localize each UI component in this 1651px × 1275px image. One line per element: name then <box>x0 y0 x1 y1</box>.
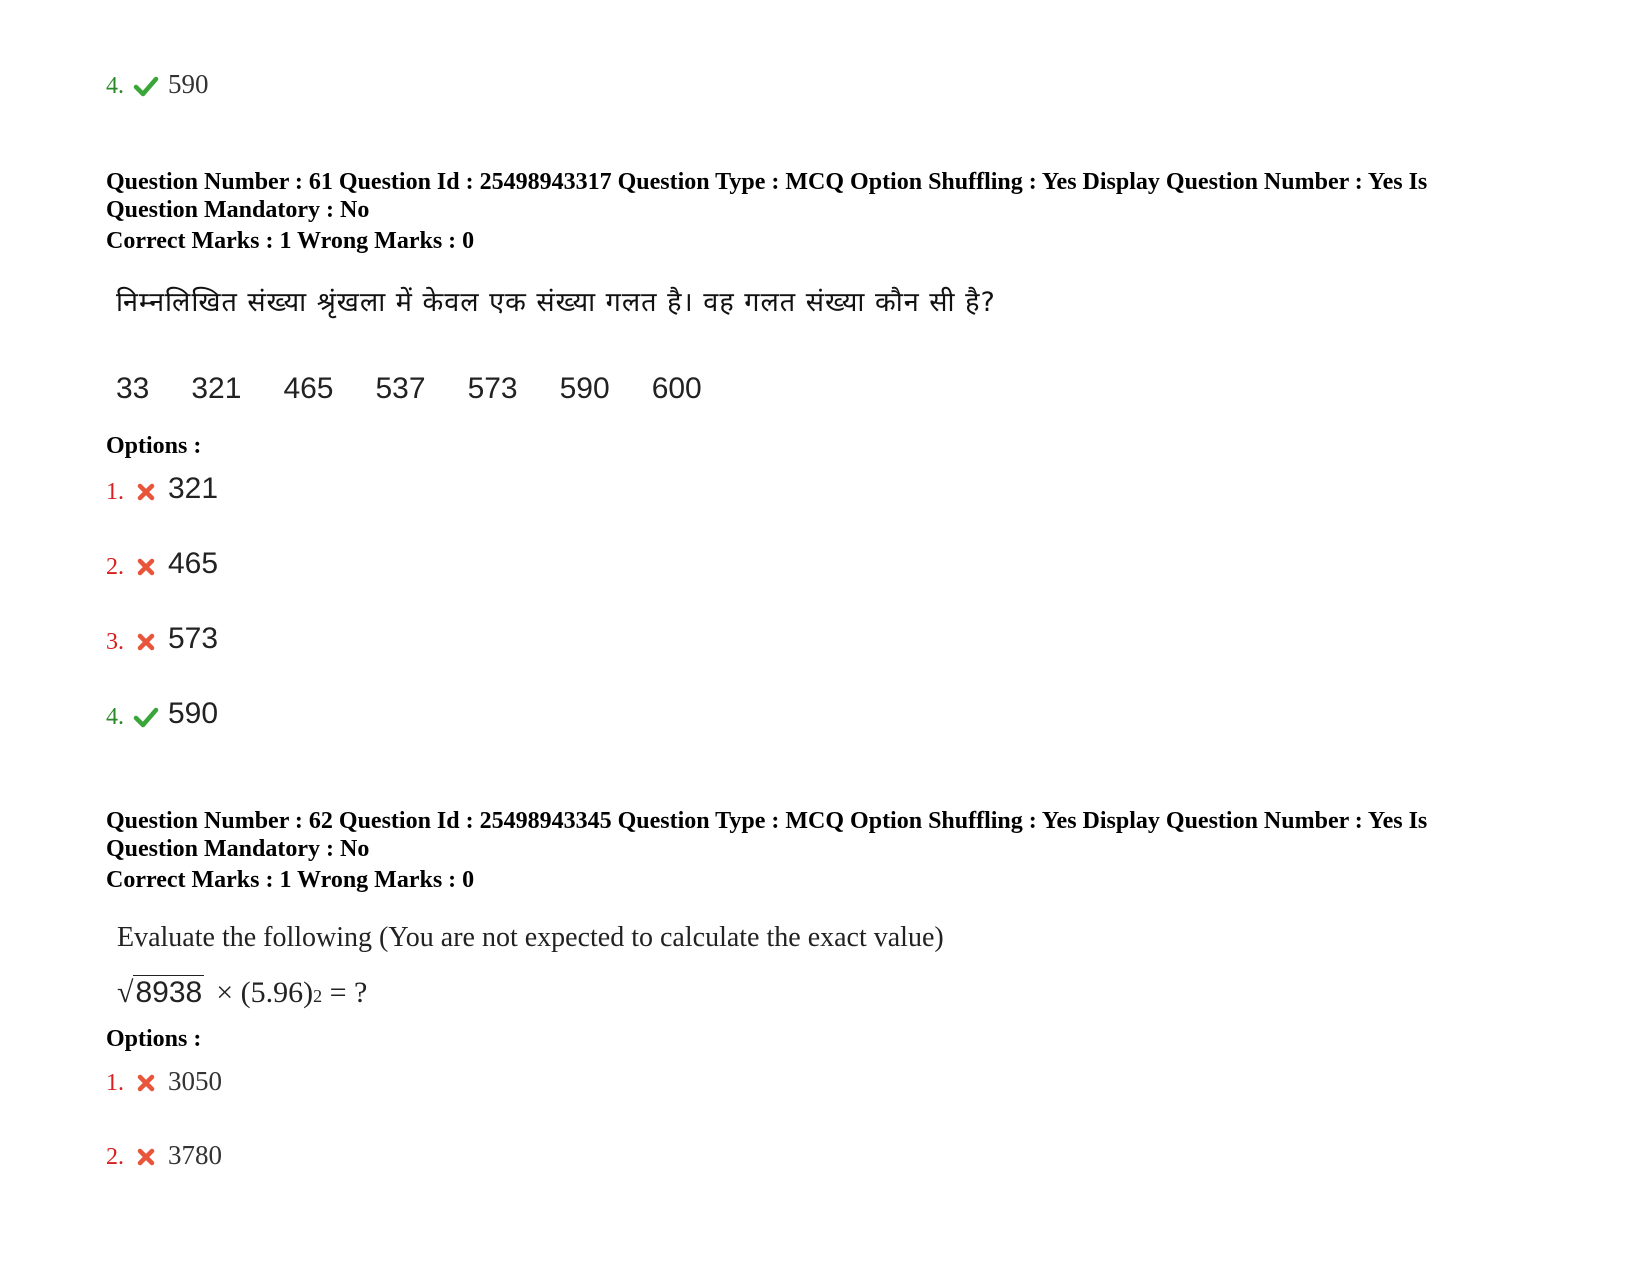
cross-icon <box>132 1069 160 1097</box>
series-number: 590 <box>559 372 610 405</box>
check-icon <box>132 703 160 731</box>
option-value: 465 <box>168 547 219 580</box>
option-number: 4. <box>106 73 124 99</box>
question-meta-line1: Question Number : 62 Question Id : 25498943345 Question Type : MCQ Option Shuffling : Yes Display Question Number : Yes Is <box>106 808 1428 834</box>
option-value: 3050 <box>168 1066 222 1096</box>
question-text: Evaluate the following (You are not expected to calculate the exact value) <box>117 922 944 953</box>
option-value: 321 <box>168 472 219 505</box>
question-meta <box>106 168 1526 224</box>
number-series <box>116 372 744 406</box>
options-label: Options : <box>106 1026 202 1052</box>
cross-icon <box>132 1143 160 1171</box>
option-number: 1. <box>106 479 124 505</box>
question-text: निम्नलिखित संख्या श्रृंखला में केवल एक संख्या गलत है। वह गलत संख्या कौन सी है? <box>116 287 996 318</box>
series-number: 465 <box>283 372 334 405</box>
options-label: Options : <box>106 433 202 459</box>
cross-icon <box>132 553 160 581</box>
option-number: 4. <box>106 704 124 730</box>
question-formula <box>117 975 367 1010</box>
formula-multiplier: × (5.96) <box>216 976 314 1009</box>
series-number: 600 <box>651 372 702 405</box>
option-number: 1. <box>106 1070 124 1096</box>
option-row[interactable] <box>106 1057 222 1097</box>
radicand: 8938 <box>135 976 203 1009</box>
option-row[interactable] <box>106 541 218 581</box>
cross-icon <box>132 628 160 656</box>
option-value: 3780 <box>168 1140 222 1170</box>
question-meta <box>106 807 1526 863</box>
option-number: 3. <box>106 629 124 655</box>
formula-tail: = ? <box>322 976 368 1009</box>
check-icon <box>132 72 160 100</box>
question-meta-line1: Question Number : 61 Question Id : 25498943317 Question Type : MCQ Option Shuffling : Yes Display Question Number : Yes Is <box>106 169 1428 195</box>
square-root <box>117 975 204 1010</box>
option-value: 590 <box>168 69 209 99</box>
question-meta-line2: Question Mandatory : No <box>106 197 370 223</box>
option-row[interactable] <box>106 1131 222 1171</box>
question-marks: Correct Marks : 1 Wrong Marks : 0 <box>106 228 475 254</box>
series-number: 537 <box>375 372 426 405</box>
question-meta-line2: Question Mandatory : No <box>106 836 370 862</box>
series-number: 33 <box>116 372 150 405</box>
option-value: 573 <box>168 622 219 655</box>
option-row[interactable] <box>106 691 218 731</box>
option-row[interactable] <box>106 466 218 506</box>
option-number: 2. <box>106 554 124 580</box>
option-value: 590 <box>168 697 219 730</box>
series-number: 321 <box>191 372 242 405</box>
question-marks: Correct Marks : 1 Wrong Marks : 0 <box>106 867 475 893</box>
option-row <box>106 60 209 100</box>
option-number: 2. <box>106 1144 124 1170</box>
series-number: 573 <box>467 372 518 405</box>
cross-icon <box>132 478 160 506</box>
radical-sign: √ <box>117 976 134 1009</box>
option-row[interactable] <box>106 616 218 656</box>
formula-exponent: 2 <box>313 986 323 1006</box>
